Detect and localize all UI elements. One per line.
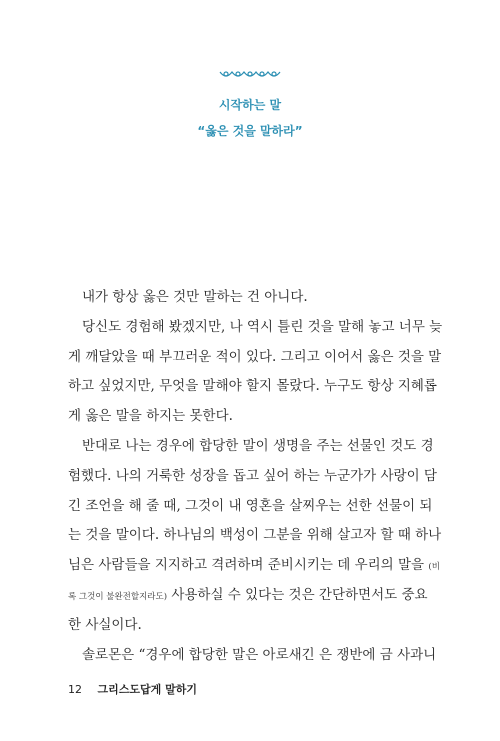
body-line: 험했다. 나의 거룩한 성장을 돕고 싶어 하는 누군가가 사랑이 담 <box>68 467 437 484</box>
body-line <box>68 551 444 581</box>
aside-note-end: 록 그것이 불완전할지라도) <box>68 591 168 602</box>
aside-note-start: (비 <box>428 562 440 573</box>
body-line: 내가 항상 옳은 것만 말하는 건 아니다. <box>82 289 308 305</box>
body-line: 하고 싶었지만, 무엇을 말해야 할지 몰랐다. 누구도 항상 지혜롭 <box>68 378 437 395</box>
body-line: 반대로 나는 경우에 합당한 말이 생명을 주는 선물인 것도 경 <box>82 437 434 454</box>
body-line: 한 사실이다. <box>68 616 142 633</box>
running-book-title: 그리스도답게 말하기 <box>97 683 197 696</box>
body-text <box>68 283 444 670</box>
chapter-title: “옳은 것을 말하라” <box>197 124 303 138</box>
body-line: 는 것을 말이다. 하나님의 백성이 그분을 위해 살고자 할 때 하나 <box>68 527 442 544</box>
body-line: 긴 조언을 해 줄 때, 그것이 내 영혼을 살찌우는 선한 선물이 되 <box>68 497 433 514</box>
body-line: 당신도 경험해 봤겠지만, 나 역시 틀린 것을 말해 놓고 너무 늦 <box>82 318 443 335</box>
body-line: 솔로몬은 “경우에 합당한 말은 아로새긴 은 쟁반에 금 사과니 <box>82 646 437 663</box>
section-label: 시작하는 말 <box>218 98 282 112</box>
page-number: 12 <box>68 683 82 696</box>
body-line: 게 깨달았을 때 부끄러운 적이 있다. 그리고 이어서 옳은 것을 말 <box>68 348 442 365</box>
swirl-ornament-icon <box>218 68 282 82</box>
body-line: 게 옳은 말을 하지는 못한다. <box>68 408 233 425</box>
page-footer <box>68 681 197 697</box>
body-line-text: 님은 사람들을 지지하고 격려하며 준비시키는 데 우리의 말을 <box>68 557 425 574</box>
body-line-text: 사용하실 수 있다는 것은 간단하면서도 중요 <box>171 586 428 603</box>
body-line <box>68 581 444 611</box>
